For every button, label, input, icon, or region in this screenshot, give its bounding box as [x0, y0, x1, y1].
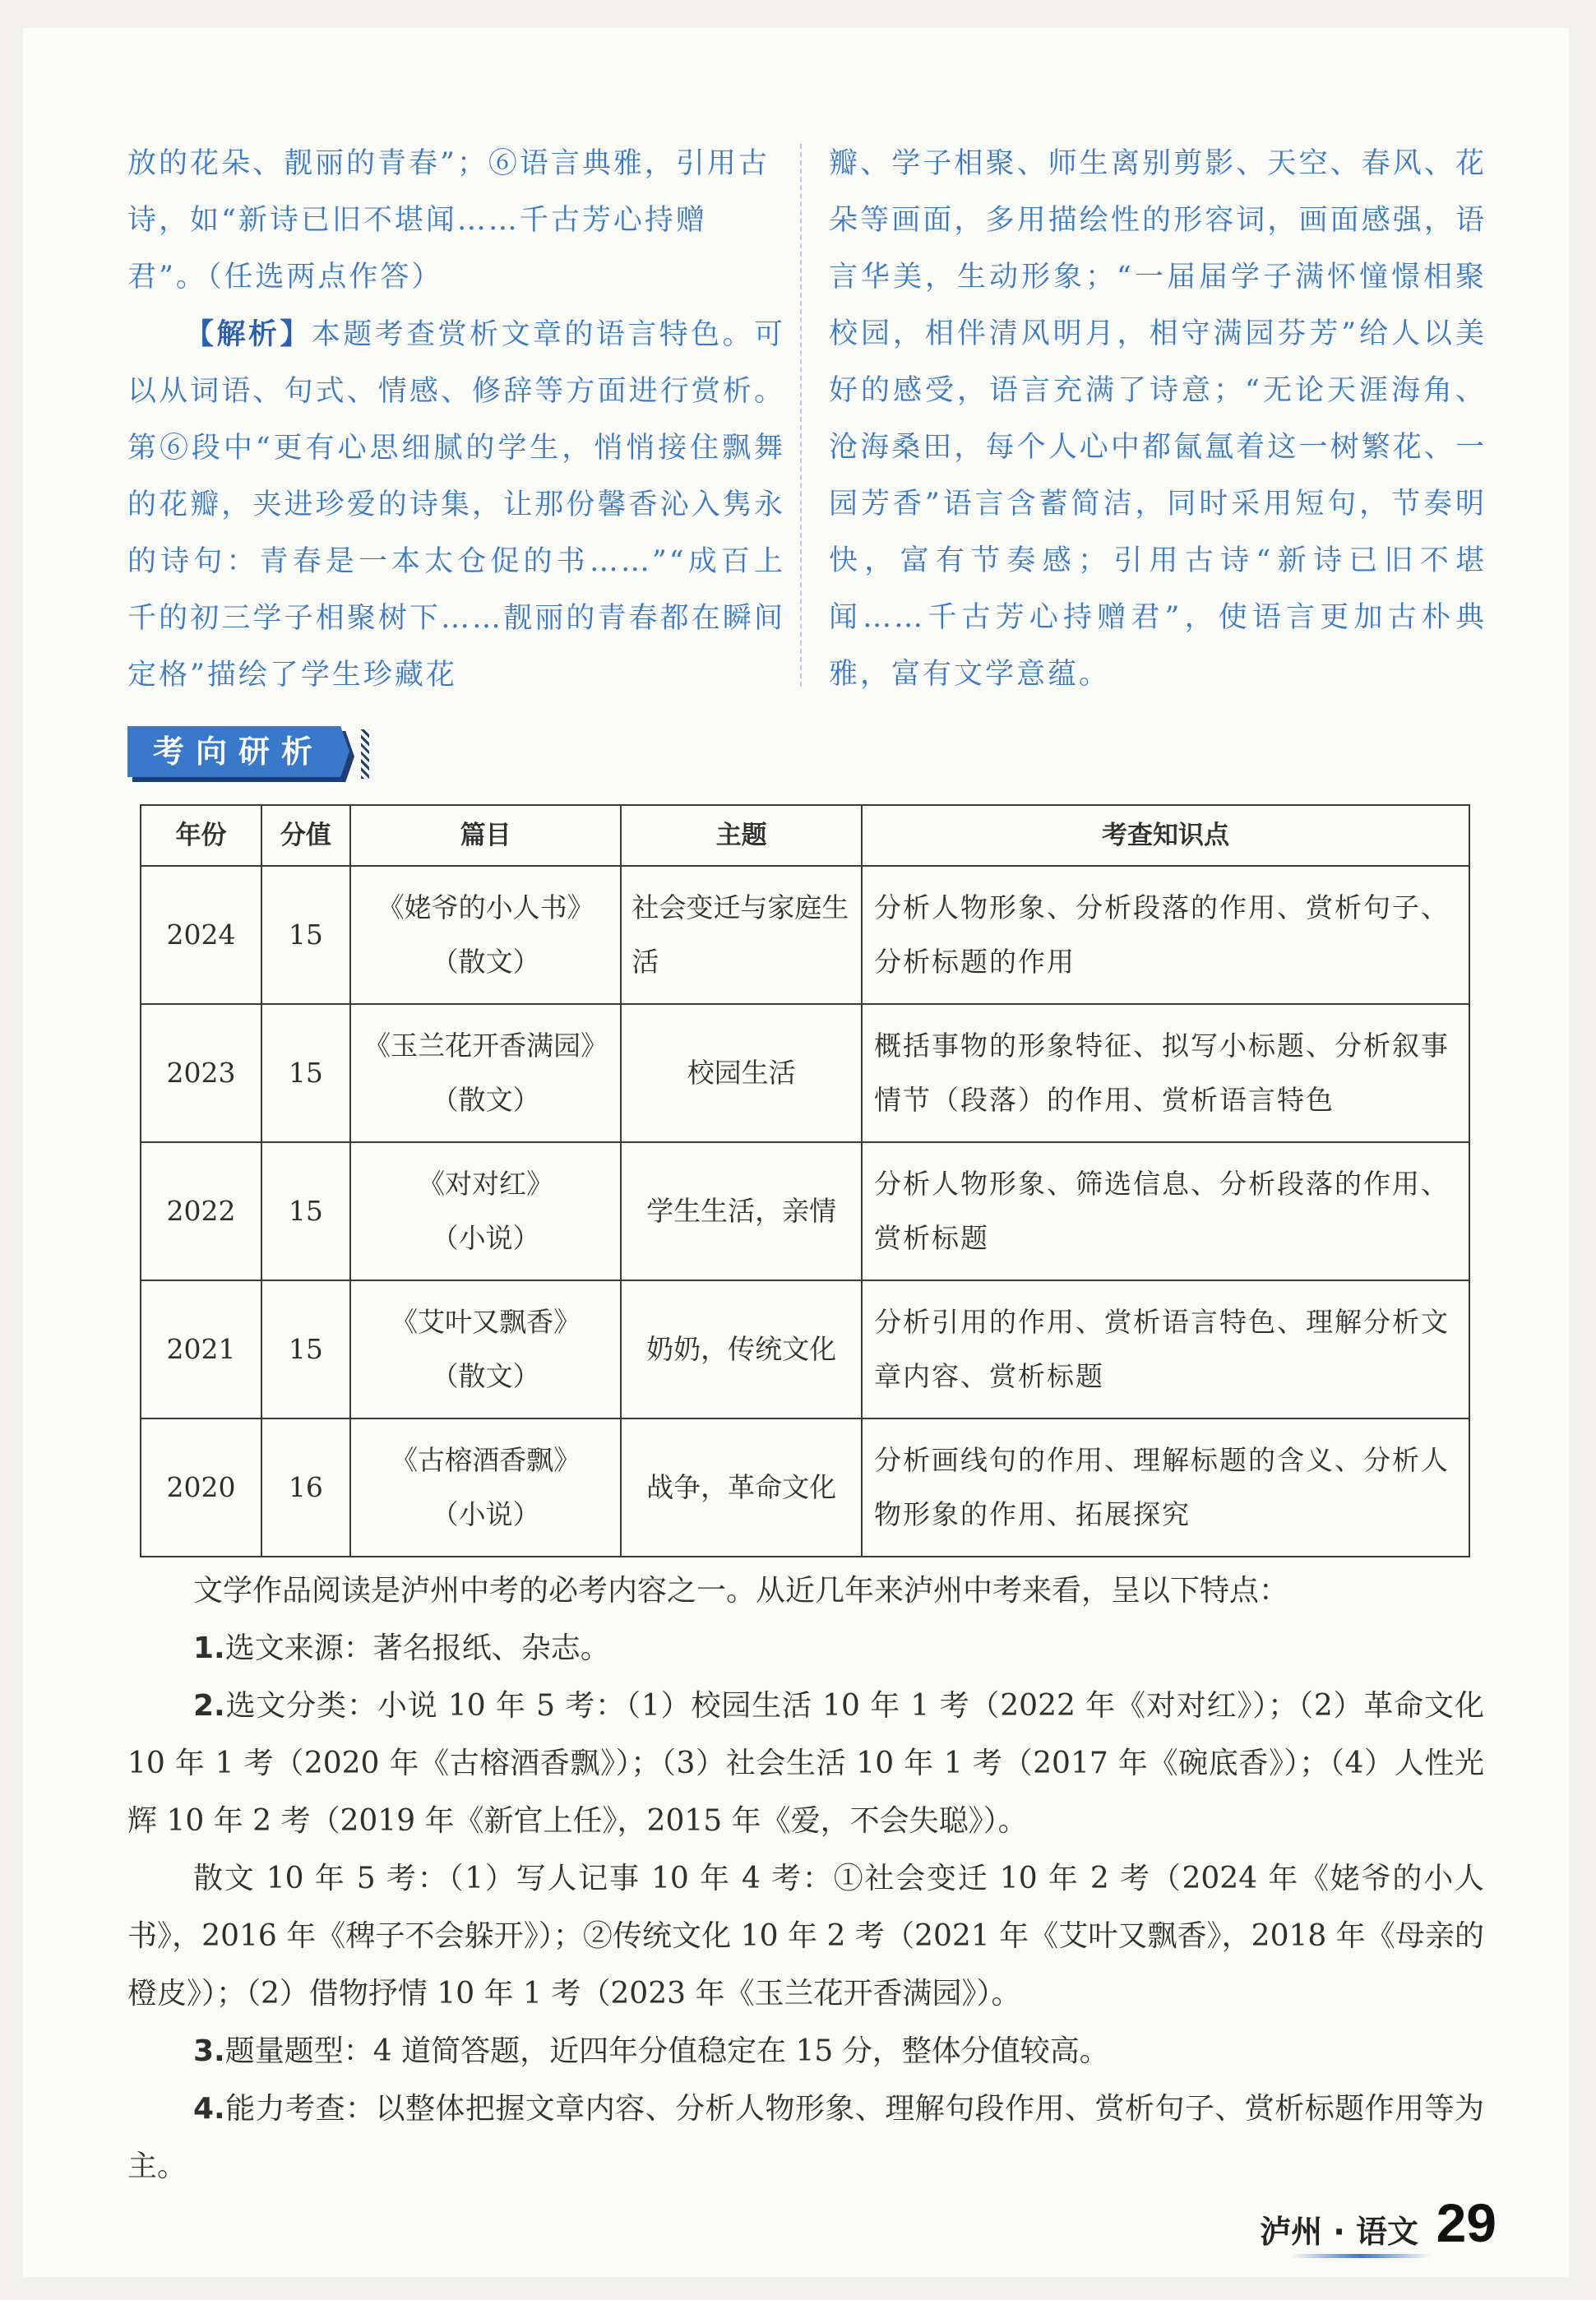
header-title: 篇目: [350, 805, 622, 866]
work-title: 《艾叶又飘香》: [391, 1306, 581, 1338]
header-theme: 主题: [621, 805, 862, 866]
analysis-continued: 瓣、学子相聚、师生离别剪影、天空、春风、花朵等画面，多用描绘性的形容词，画面感强，语言华美，生动形象；“一届届学子满怀憧憬相聚校园，相伴清风明月，相守满园芬芳”给人以美好的感受，语言充满了诗意；“无论天涯海角、沧海桑田，每个人心中都氤氲着这一树繁花、一园芳香”语言含蓄简洁，同时采用短句，节奏明快，富有节奏感；引用古诗“新诗已旧不堪闻……千古芳心持赠君”，使语言更加古朴典雅，富有文学意蕴。: [829, 147, 1487, 691]
work-title: 《玉兰花开香满园》: [363, 1030, 608, 1062]
column-divider: [800, 144, 802, 687]
answer-left-column: [127, 136, 785, 704]
summary-point-1: [127, 1620, 1484, 1678]
header-points: 考查知识点: [862, 805, 1469, 866]
cell-points: 分析人物形象、分析段落的作用、赏析句子、分析标题的作用: [862, 866, 1469, 1004]
summary-point-2: [127, 1678, 1484, 1850]
work-genre: （小说）: [431, 1498, 540, 1530]
cell-theme: 社会变迁与家庭生活: [621, 866, 862, 1004]
summary-point-2b: 散文 10 年 5 考：（1）写人记事 10 年 4 考：①社会变迁 10 年 2 考（2024 年《姥爷的小人书》，2016 年《稗子不会躲开》）；②传统文化 10 年 2 考（2021 年《艾叶又飘香》，2018 年《母亲的橙皮》）；（2）借物抒情 10 年 1 考（2023 年《玉兰花开香满园》）。: [127, 1862, 1484, 2011]
cell-title: [350, 1142, 622, 1280]
analysis-tag: 【解析】: [185, 317, 312, 351]
work-genre: （散文）: [431, 1084, 540, 1116]
point-text: 能力考查：以整体把握文章内容、分析人物形象、理解句段作用、赏析句子、赏析标题作用等为主。: [127, 2092, 1484, 2183]
header-score: 分值: [261, 805, 350, 866]
table-row: [141, 1004, 1469, 1142]
cell-score: 15: [261, 1280, 350, 1418]
exam-analysis-table: [140, 804, 1470, 1557]
work-title: 《对对红》: [418, 1168, 554, 1200]
cell-title: [350, 1418, 622, 1557]
work-genre: （散文）: [431, 946, 540, 978]
answer-line-3: 君”。（任选两点作答）: [127, 261, 443, 294]
cell-score: 15: [261, 866, 350, 1004]
cell-year: 2022: [141, 1142, 261, 1280]
cell-year: 2020: [141, 1418, 261, 1557]
summary-section: [127, 1562, 1484, 2196]
point-text: 题量题型：4 道简答题，近四年分值稳定在 15 分，整体分值较高。: [224, 2034, 1109, 2068]
table-row: [141, 1142, 1469, 1280]
work-genre: （小说）: [431, 1222, 540, 1254]
cell-title: [350, 1004, 622, 1142]
cell-year: 2024: [141, 866, 261, 1004]
cell-theme: 学生生活，亲情: [621, 1142, 862, 1280]
section-banner: [127, 726, 378, 777]
answer-line-1: 放的花朵、靓丽的青春”；⑥语言典雅，引用古: [127, 147, 770, 180]
cell-score: 15: [261, 1142, 350, 1280]
summary-point-3: [127, 2023, 1484, 2080]
summary-intro: 文学作品阅读是泸州中考的必考内容之一。从近几年来泸州中考来看，呈以下特点：: [193, 1574, 1289, 1608]
table-row: [141, 866, 1469, 1004]
cell-theme: 校园生活: [621, 1004, 862, 1142]
answer-line-2: 诗，如“新诗已旧不堪闻……千古芳心持赠: [127, 204, 707, 237]
point-number: 4.: [193, 2092, 225, 2126]
table-row: [141, 1418, 1469, 1557]
cell-points: 分析人物形象、筛选信息、分析段落的作用、赏析标题: [862, 1142, 1469, 1280]
cell-theme: 奶奶，传统文化: [621, 1280, 862, 1418]
cell-title: [350, 1280, 622, 1418]
table-header-row: [141, 805, 1469, 866]
point-text: 选文来源：著名报纸、杂志。: [224, 1631, 610, 1665]
cell-points: 概括事物的形象特征、拟写小标题、分析叙事情节（段落）的作用、赏析语言特色: [862, 1004, 1469, 1142]
work-title: 《古榕酒香飘》: [391, 1444, 581, 1476]
analysis-text: 本题考查赏析文章的语言特色。可以从词语、句式、情感、修辞等方面进行赏析。第⑥段中“更有心思细腻的学生，悄悄接住飘舞的花瓣，夹进珍爱的诗集，让那份馨香沁入隽永的诗句：青春是一本太仓促的书……”“成百上千的初三学子相聚树下……靓丽的青春都在瞬间定格”描绘了学生珍藏花: [127, 318, 785, 692]
page-number: 29: [1436, 2192, 1497, 2253]
point-text: 选文分类：小说 10 年 5 考：（1）校园生活 10 年 1 考（2022 年《对对红》）；（2）革命文化 10 年 1 考（2020 年《古榕酒香飘》）；（3）社会生活 10 年 1 考（2017 年《碗底香》）；（4）人性光辉 10 年 2 考（2019 年《新官上任》，2015 年《爱，不会失聪》）。: [127, 1689, 1484, 1838]
analysis-paragraph: [127, 306, 785, 704]
cell-year: 2023: [141, 1004, 261, 1142]
answer-right-column: [829, 136, 1487, 703]
cell-theme: 战争，革命文化: [621, 1418, 862, 1557]
footer-underline: [1291, 2254, 1431, 2258]
cell-points: 分析画线句的作用、理解标题的含义、分析人物形象的作用、拓展探究: [862, 1418, 1469, 1557]
footer-label: 泸州 · 语文: [1260, 2214, 1418, 2250]
header-year: 年份: [141, 805, 261, 866]
cell-title: [350, 866, 622, 1004]
summary-point-4: [127, 2080, 1484, 2196]
cell-score: 16: [261, 1418, 350, 1557]
point-number: 1.: [193, 1631, 225, 1665]
point-number: 2.: [193, 1689, 225, 1723]
cell-score: 15: [261, 1004, 350, 1142]
table-row: [141, 1280, 1469, 1418]
cell-year: 2021: [141, 1280, 261, 1418]
page-footer: [1200, 2192, 1497, 2265]
work-title: 《姥爷的小人书》: [377, 891, 594, 923]
work-genre: （散文）: [431, 1360, 540, 1392]
section-title: 考向研析: [152, 734, 324, 770]
point-number: 3.: [193, 2034, 225, 2068]
cell-points: 分析引用的作用、赏析语言特色、理解分析文章内容、赏析标题: [862, 1280, 1469, 1418]
